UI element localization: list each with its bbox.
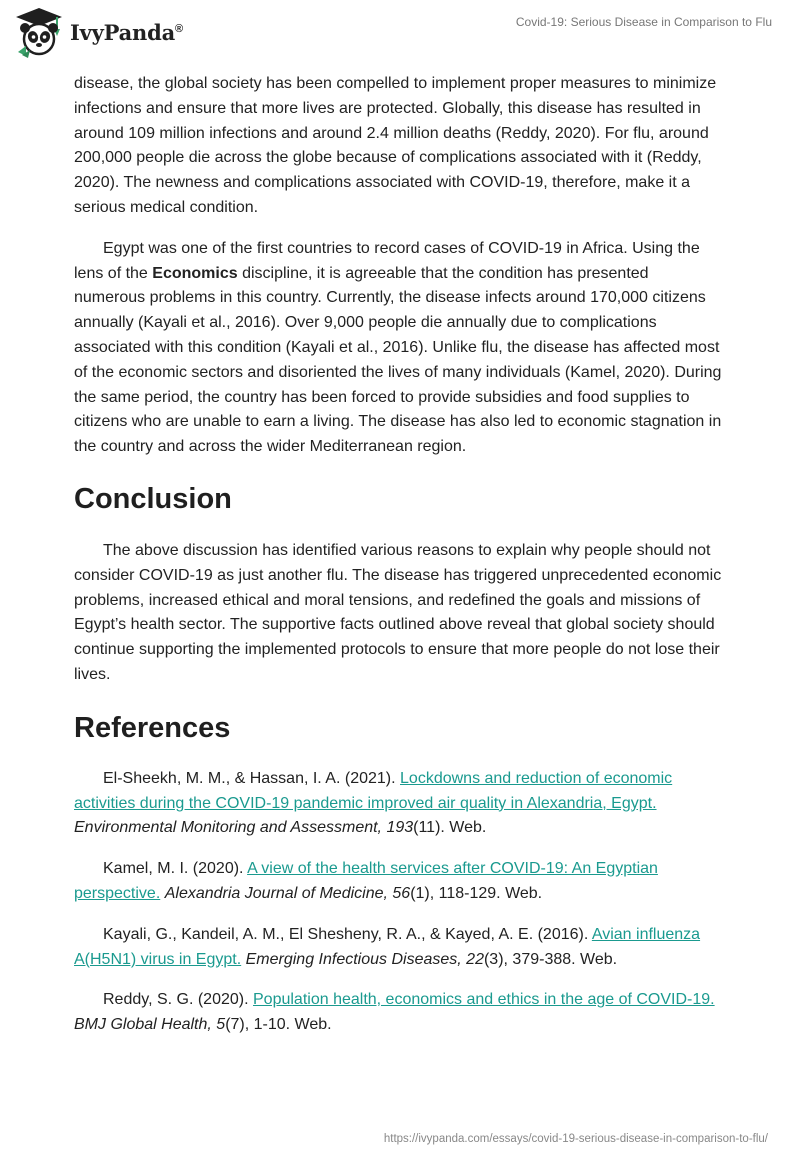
reference-details: (11). Web. (413, 819, 487, 837)
reference-authors: El-Sheekh, M. M., & Hassan, I. A. (2021). (103, 769, 401, 787)
reference-journal: Emerging Infectious Diseases, 22 (245, 950, 484, 968)
reference-item (74, 767, 724, 841)
para2-text-start: Egypt was one of the first countries to record cases of COVID-19 in Africa. Using the lens of the (74, 239, 700, 282)
site-logo[interactable] (14, 6, 183, 58)
reference-link[interactable]: Lockdowns and reduction of economic activities during the COVID-19 pandemic improved air quality in Alexandria, Egypt. (74, 769, 673, 812)
reference-link[interactable]: Avian influenza A(H5N1) virus in Egypt. (74, 925, 701, 968)
reference-link[interactable]: A view of the health services after COVID-19: An Egyptian perspective. (74, 860, 658, 902)
conclusion-heading: Conclusion (74, 482, 232, 515)
document-title: Covid-19: Serious Disease in Comparison to Flu (515, 15, 772, 29)
reference-item (74, 923, 724, 973)
reference-details: (3), 379-388. Web. (483, 950, 618, 968)
discipline-keyword: Economics (152, 264, 238, 282)
reference-journal: Environmental Monitoring and Assessment, 193 (74, 819, 414, 837)
reference-authors: Reddy, S. G. (2020). (103, 991, 253, 1009)
reference-details: (7), 1-10. Web. (225, 1016, 332, 1034)
conclusion-paragraph: The above discussion has identified various reasons to explain why people should not consider COVID-19 as just another flu. The disease has triggered unprecedented economic problems, increased ethical and moral tensions, and redefined the goals and missions of Egypt’s health sector. The supportive facts outlined above reveal that global society should continue supporting the implemented protocols to ensure that more people do not lose their lives. (74, 541, 722, 683)
reference-journal: BMJ Global Health, 5 (74, 1016, 226, 1034)
footer-source-url[interactable]: https://ivypanda.com/essays/covid-19-serious-disease-in-comparison-to-flu/ (383, 1133, 768, 1145)
body-paragraph-2 (74, 237, 724, 460)
reference-authors: Kamel, M. I. (2020). (103, 860, 248, 878)
body-paragraph-1: disease, the global society has been compelled to implement proper measures to minimize infections and ensure that more lives are protected. Globally, this disease has resulted in around 109 million infections and around 2.4 million deaths (Reddy, 2020). For flu, around 200,000 people die across the globe because of complications associated with it (Reddy, 2020). The newness and complications associated with COVID-19, therefore, make it a serious medical condition. (74, 75, 717, 216)
reference-journal: Alexandria Journal of Medicine, 56 (164, 884, 411, 902)
reference-authors: Kayali, G., Kandeil, A. M., El Shesheny, R. A., & Kayed, A. E. (2016). (103, 925, 592, 943)
reference-details: (1), 118-129. Web. (410, 884, 543, 902)
reference-link[interactable]: Population health, economics and ethics in the age of COVID-19. (253, 991, 715, 1009)
essay-content (74, 72, 724, 1038)
page-header (0, 0, 800, 70)
logo-wordmark: IvyPanda® (70, 19, 183, 45)
reference-item (74, 988, 724, 1038)
reference-item (74, 857, 724, 907)
references-heading: References (74, 711, 231, 744)
panda-graduate-icon (14, 6, 64, 58)
para2-text-end: discipline, it is agreeable that the condition has presented numerous problems in this country. Currently, the disease infects around 170,000 citizens annually (Kayali et al., 2016). Over 9,000 people die annually due to complications associated with this condition (Kayali et al., 2016). Unlike flu, the disease has affected most of the economic sectors and disoriented the lives of many individuals (Kamel, 2020). During the same period, the country has been forced to provide subsidies and food supplies to citizens who are unable to earn a living. The disease has also led to economic stagnation in the country and across the wider Mediterranean region. (74, 264, 722, 456)
